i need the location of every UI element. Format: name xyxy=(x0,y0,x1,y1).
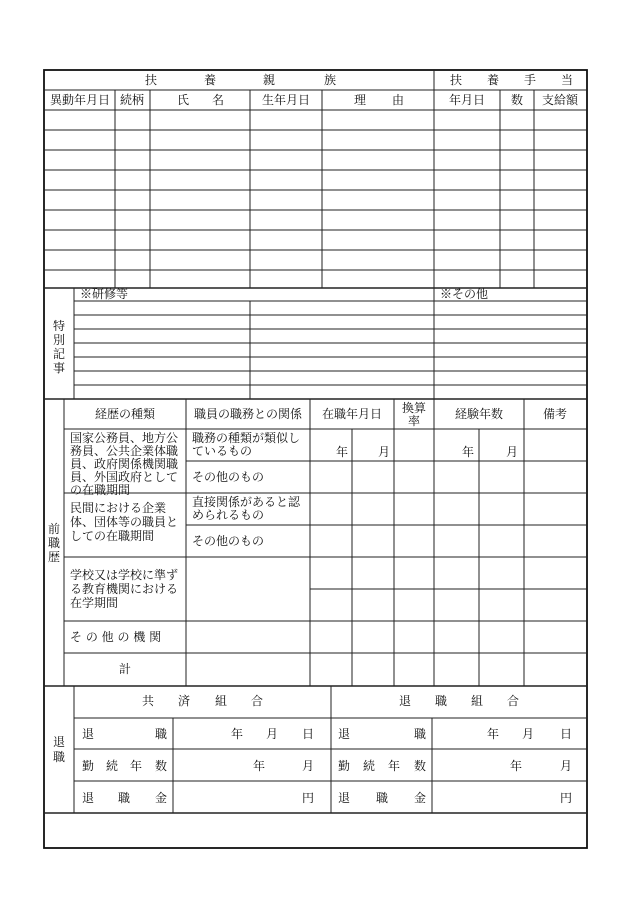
service-years-char-right: 数 xyxy=(413,759,427,773)
special-notes-section xyxy=(44,286,587,399)
service-years-char-right: 勤 xyxy=(337,759,351,773)
retire-row-char-right: 職 xyxy=(413,727,427,741)
header-name-char: 名 xyxy=(211,93,225,107)
public-service-line: 国家公務員、地方公 xyxy=(70,431,179,445)
left-service-month-label: 月 xyxy=(301,759,315,773)
right-month-label: 月 xyxy=(521,727,535,741)
retire-union-char: 職 xyxy=(434,694,448,708)
retire-label-char: 職 xyxy=(52,750,66,764)
header-kind: 経歴の種類 xyxy=(94,407,156,421)
similar-job-line: ているもの xyxy=(192,444,253,458)
school-period-line: る教育機関における xyxy=(70,582,179,596)
other-thing-label: その他のもの xyxy=(192,470,265,484)
service-years-char: 勤 xyxy=(81,759,95,773)
mutual-aid-char: 組 xyxy=(214,694,228,708)
header-reason-char: 由 xyxy=(391,93,405,107)
retire-label-char: 退 xyxy=(52,735,66,749)
retire-pay-char-right: 職 xyxy=(375,791,389,805)
total-label: 計 xyxy=(118,662,132,676)
retire-pay-char-right: 金 xyxy=(413,791,427,805)
retire-pay-char: 金 xyxy=(154,791,168,805)
family-title-char: 族 xyxy=(323,73,337,87)
left-service-year-label: 年 xyxy=(252,759,266,773)
header-period: 在職年月日 xyxy=(321,407,383,421)
allowance-title-char: 当 xyxy=(560,73,574,87)
right-service-year-label: 年 xyxy=(509,759,523,773)
private-service-line: 体、団体等の職員と xyxy=(70,515,179,529)
header-note: 備考 xyxy=(542,407,568,421)
training-label: ※研修等 xyxy=(80,287,129,301)
direct-relation-line: 直接関係があると認 xyxy=(192,495,301,509)
retire-pay-char: 職 xyxy=(117,791,131,805)
public-service-line: 員、外国政府として xyxy=(70,470,179,484)
header-years: 経験年数 xyxy=(454,407,504,421)
header-name-char: 氏 xyxy=(176,93,190,107)
public-service-line: 務員、公共企業体職 xyxy=(70,444,179,458)
special-label-char: 特 xyxy=(52,319,66,333)
right-yen-label: 円 xyxy=(559,791,573,805)
left-day-label: 日 xyxy=(301,727,315,741)
direct-relation-line: められるもの xyxy=(192,508,265,522)
header-date: 年月日 xyxy=(448,93,486,107)
private-service-line: しての在職期間 xyxy=(70,529,155,543)
special-label-char: 事 xyxy=(52,361,66,375)
retirement-section xyxy=(44,686,587,813)
period-month-label: 月 xyxy=(377,445,391,459)
header-rate-line: 率 xyxy=(407,414,421,428)
header-job-relation: 職員の職務との関係 xyxy=(193,407,303,421)
header-change-date: 異動年月日 xyxy=(49,93,111,107)
other-label: ※その他 xyxy=(440,287,489,301)
service-years-char: 続 xyxy=(105,759,119,773)
right-day-label: 日 xyxy=(559,727,573,741)
similar-job-line: 職務の種類が類似し xyxy=(192,431,301,445)
service-years-char-right: 続 xyxy=(362,759,376,773)
bottom-blank-row xyxy=(44,813,587,848)
retire-union-char: 合 xyxy=(506,694,520,708)
retire-row-char: 退 xyxy=(81,727,95,741)
special-label-char: 別 xyxy=(52,333,66,347)
header-amount: 支給額 xyxy=(541,93,579,107)
header-reason-char: 理 xyxy=(353,93,367,107)
retire-row-char-right: 退 xyxy=(337,727,351,741)
public-service-line: の在職期間 xyxy=(70,483,131,497)
prior-employment-section xyxy=(44,399,587,686)
years-year-label: 年 xyxy=(461,445,475,459)
retire-row-char: 職 xyxy=(154,727,168,741)
prior-label-char: 職 xyxy=(47,536,61,550)
school-period-line: 在学期間 xyxy=(70,596,119,610)
school-period-line: 学校又は学校に準ず xyxy=(70,568,179,582)
allowance-title-char: 養 xyxy=(486,73,500,87)
other-organization-label: そ の 他 の 機 関 xyxy=(70,630,162,644)
special-label-char: 記 xyxy=(52,347,66,361)
header-relation: 続柄 xyxy=(119,93,145,107)
service-years-char: 年 xyxy=(129,759,143,773)
family-section xyxy=(44,70,587,288)
other-thing-label-2: その他のもの xyxy=(192,534,265,548)
public-service-line: 員、政府関係機関職 xyxy=(70,457,179,471)
right-service-month-label: 月 xyxy=(559,759,573,773)
allowance-title-char: 手 xyxy=(523,73,537,87)
private-service-line: 民間における企業 xyxy=(70,501,167,515)
left-year-label: 年 xyxy=(230,727,244,741)
mutual-aid-char: 共 xyxy=(141,694,155,708)
mutual-aid-char: 済 xyxy=(177,694,191,708)
service-years-char-right: 年 xyxy=(387,759,401,773)
header-birth: 生年月日 xyxy=(261,93,311,107)
family-title-char: 養 xyxy=(203,73,217,87)
service-years-char: 数 xyxy=(154,759,168,773)
header-count: 数 xyxy=(510,93,524,107)
right-year-label: 年 xyxy=(486,727,500,741)
period-year-label: 年 xyxy=(335,445,349,459)
header-rate-line: 換算 xyxy=(401,401,427,415)
retire-pay-char-right: 退 xyxy=(337,791,351,805)
years-month-label: 月 xyxy=(505,445,519,459)
family-title-char: 親 xyxy=(262,73,276,87)
retire-union-char: 退 xyxy=(398,694,412,708)
retire-union-char: 組 xyxy=(470,694,484,708)
left-month-label: 月 xyxy=(265,727,279,741)
left-yen-label: 円 xyxy=(301,791,315,805)
allowance-title-char: 扶 xyxy=(449,73,463,87)
prior-label-char: 歴 xyxy=(47,550,61,564)
retire-pay-char: 退 xyxy=(81,791,95,805)
family-title-char: 扶 xyxy=(144,73,158,87)
prior-label-char: 前 xyxy=(47,522,61,536)
mutual-aid-char: 合 xyxy=(250,694,264,708)
